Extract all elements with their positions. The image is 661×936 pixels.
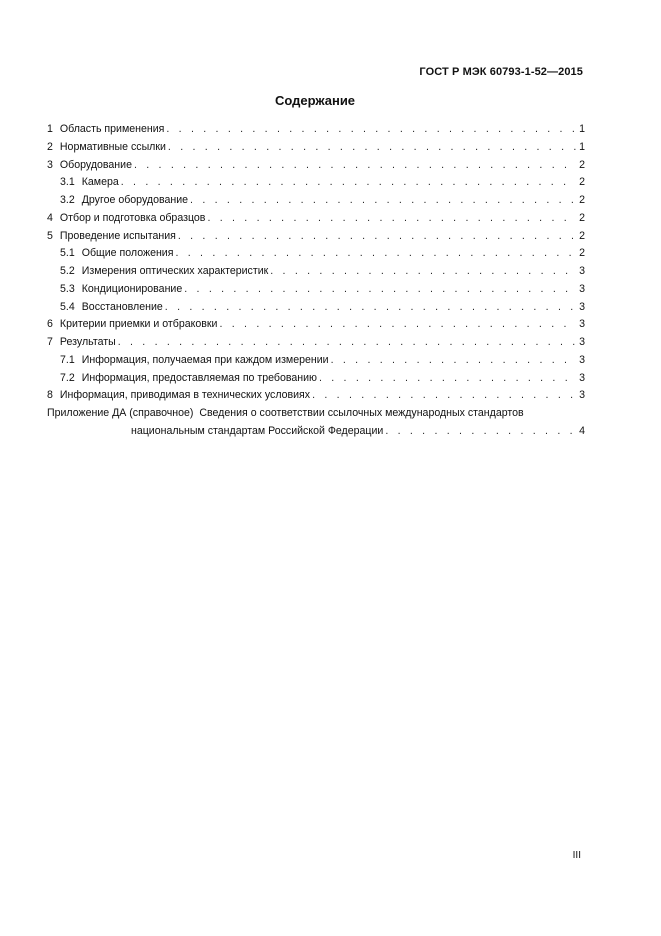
toc-entry-number: 5.3: [60, 282, 75, 295]
toc-entry-page: 3: [579, 300, 585, 313]
toc-entry-title: Критерии приемки и отбраковки: [59, 318, 218, 331]
toc-entry-title: Восстановление: [81, 300, 163, 313]
dot-leader: [385, 423, 576, 441]
toc-entry-page: 3: [579, 353, 585, 366]
toc-entry-appendix[interactable]: [47, 405, 585, 441]
toc-entry-number: 2: [47, 140, 53, 153]
toc-entry-title: Область применения: [59, 123, 165, 135]
toc-entry-number: 3: [47, 158, 53, 171]
dot-leader: [118, 334, 576, 352]
toc-entry-number: 5.2: [60, 265, 75, 277]
toc-entry-number: 5: [47, 229, 53, 242]
dot-leader: [166, 121, 576, 139]
toc-entry-number: 5.4: [60, 300, 75, 313]
toc-entry-page: 2: [579, 194, 585, 206]
toc-entry-1[interactable]: [47, 121, 585, 139]
appendix-second-line: [47, 423, 585, 441]
toc-entry-title: Информация, предоставляемая по требованию: [81, 371, 317, 384]
toc-entry-5[interactable]: [47, 228, 585, 246]
toc-entry-3-1[interactable]: [47, 174, 585, 192]
toc-entry-title: Нормативные ссылки: [59, 140, 166, 153]
dot-leader: [207, 210, 576, 228]
toc-entry-8[interactable]: [47, 387, 585, 405]
toc-entry-3[interactable]: [47, 157, 585, 175]
toc-entry-title: Результаты: [59, 336, 116, 348]
page-title: Содержание: [274, 93, 356, 108]
dot-leader: [134, 157, 576, 175]
toc-entry-4[interactable]: [47, 210, 585, 228]
dot-leader: [184, 281, 576, 299]
dot-leader: [190, 192, 576, 210]
toc-entry-title: Проведение испытания: [59, 229, 176, 242]
appendix-first-line: [47, 405, 585, 423]
toc-entry-title: Другое оборудование: [81, 194, 189, 206]
table-of-contents: [47, 121, 585, 441]
dot-leader: [178, 228, 576, 246]
toc-entry-page: 2: [579, 176, 585, 189]
toc-entry-number: 7: [47, 336, 53, 348]
dot-leader: [175, 245, 576, 263]
dot-leader: [319, 370, 576, 388]
toc-entry-page: 1: [579, 140, 585, 153]
toc-entry-2[interactable]: [47, 139, 585, 157]
toc-entry-number: 6: [47, 318, 53, 331]
toc-entry-number: 8: [47, 389, 53, 402]
toc-entry-7[interactable]: [47, 334, 585, 352]
toc-entry-title: Общие положения: [81, 247, 174, 260]
toc-entry-title: Кондиционирование: [81, 282, 183, 295]
dot-leader: [312, 387, 576, 405]
toc-entry-7-2[interactable]: [47, 370, 585, 388]
toc-entry-title: Информация, получаемая при каждом измерении: [81, 353, 329, 366]
toc-entry-number: 1: [47, 123, 53, 135]
toc-entry-title: Информация, приводимая в технических условиях: [59, 389, 311, 402]
toc-entry-7-1[interactable]: [47, 352, 585, 370]
document-number: ГОСТ Р МЭК 60793-1-52—2015: [419, 66, 583, 78]
dot-leader: [165, 299, 576, 317]
dot-leader: [168, 139, 576, 157]
toc-entry-title: Камера: [81, 176, 119, 189]
toc-entry-page: 2: [579, 229, 585, 242]
toc-entry-page: 3: [579, 265, 585, 277]
toc-entry-5-4[interactable]: [47, 299, 585, 317]
toc-entry-number: 5.1: [60, 247, 75, 260]
dot-leader: [331, 352, 576, 370]
toc-entry-number: 4: [47, 211, 53, 224]
toc-entry-5-3[interactable]: [47, 281, 585, 299]
page-number: III: [572, 850, 581, 861]
toc-entry-number: 7.1: [60, 353, 75, 366]
toc-entry-number: 3.2: [60, 194, 75, 206]
toc-entry-5-2[interactable]: [47, 263, 585, 281]
toc-entry-3-2[interactable]: [47, 192, 585, 210]
toc-entry-page: 1: [579, 123, 585, 135]
appendix-title-line1: Сведения о соответствии ссылочных международных стандартов: [199, 407, 524, 419]
toc-entry-page: 3: [579, 318, 585, 331]
dot-leader: [270, 263, 576, 281]
toc-entry-title: Отбор и подготовка образцов: [59, 211, 206, 224]
toc-entry-page: 2: [579, 211, 585, 224]
dot-leader: [121, 174, 576, 192]
toc-entry-page: 3: [579, 389, 585, 402]
toc-entry-number: 7.2: [60, 371, 75, 384]
toc-entry-page: 3: [579, 336, 585, 348]
toc-entry-page: 4: [579, 424, 585, 437]
toc-entry-title: Измерения оптических характеристик: [81, 265, 269, 277]
toc-entry-page: 3: [579, 282, 585, 295]
toc-entry-title: Оборудование: [59, 158, 132, 171]
toc-entry-6[interactable]: [47, 316, 585, 334]
appendix-title-line2: национальным стандартам Российской Федерации: [131, 424, 384, 437]
dot-leader: [219, 316, 576, 334]
toc-entry-page: 3: [579, 371, 585, 384]
toc-entry-number: 3.1: [60, 176, 75, 189]
toc-entry-page: 2: [579, 247, 585, 260]
appendix-label: Приложение ДА (справочное): [47, 407, 194, 419]
toc-entry-page: 2: [579, 158, 585, 171]
toc-entry-5-1[interactable]: [47, 245, 585, 263]
